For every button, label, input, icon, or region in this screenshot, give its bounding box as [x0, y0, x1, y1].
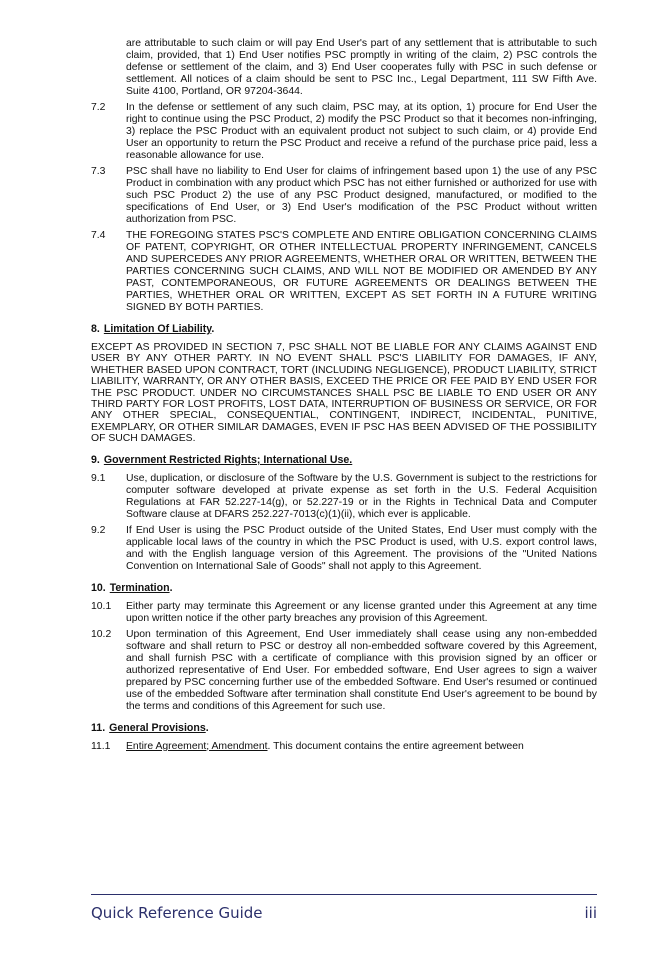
clause-number: 10.2 [91, 628, 112, 640]
clause-7-4 [91, 230, 597, 314]
section-title: General Provisions [109, 721, 206, 734]
section-title: Termination [109, 581, 170, 594]
section-11-heading: 11. General Provisions. [91, 721, 209, 734]
clause-10-2 [91, 629, 597, 713]
clause-text: . This document contains the entire agreement between [267, 740, 524, 752]
section-number: 8. [91, 323, 100, 335]
section-8-heading: 8. Limitation Of Liability. [91, 323, 215, 335]
page-number: iii [584, 904, 597, 922]
clause-7-3 [91, 166, 597, 226]
section-number: 9. [91, 453, 100, 466]
section-8-text: EXCEPT AS PROVIDED IN SECTION 7, PSC SHALL NOT BE LIABLE FOR ANY CLAIMS AGAINST END USER BY ANY OTHER PARTY. IN NO EVENT SHALL PSC'S LIABILITY FOR DAMAGES, IF ANY, WHETHER BASED UPON CONTRACT, TORT (INCLUDING NEGLIGENCE), PRODUCT LIABILITY, STRICT LIABILITY, WARRANTY, OR ANY OTHER BASIS, EXCEED THE PRICE OR FEE PAID BY END USER FOR THE PSC PRODUCT. UNDER NO CIRCUMSTANCES SHALL PSC BE LIABLE TO END USER OR ANY THIRD PARTY FOR LOST PROFITS, LOST DATA, INTERRUPTION OF BUSINESS OR SERVICE, OR FOR ANY OTHER SPECIAL, CONSEQUENTIAL, CONTINGENT, INDIRECT, INCIDENTAL, PUNITIVE, EXEMPLARY, OR OTHER SIMILAR DAMAGES, EVEN IF PSC HAS BEEN ADVISED OF THE POSSIBILITY OF SUCH DAMAGES. [91, 342, 597, 445]
section-10-heading: 10. Termination. [91, 581, 173, 594]
clause-number: 7.2 [91, 102, 106, 113]
clause-text: PSC shall have no liability to End User for claims of infringement based upon 1) the use of any PSC Product in combination with any product which PSC has not either furnished or authorized for use with such PSC Product 2) the use of any PSC Product designed, manufactured, or modified to the specifications of End User, or 3) End User's modification of the PSC Product without written authorization from PSC. [126, 166, 597, 225]
section-9-heading [91, 454, 597, 467]
clause-9-2 [91, 525, 597, 573]
section-title: Government Restricted Rights; International Use. [103, 453, 353, 466]
clause-text: THE FOREGOING STATES PSC'S COMPLETE AND ENTIRE OBLIGATION CONCERNING CLAIMS OF PATENT, COPYRIGHT, OR OTHER INTELLECTUAL PROPERTY INFRINGEMENT, CANCELS AND SUPERCEDES ANY PRIOR AGREEMENTS, WHETHER ORAL OR WRITTEN, BETWEEN THE PARTIES CONCERNING SUCH CLAIMS, AND WILL NOT BE MODIFIED OR AMENDED BY ANY PAST, CONTEMPORANEOUS, OR FUTURE AGREEMENTS OR DEALINGS BETWEEN THE PARTIES, WHETHER ORAL OR WRITTEN, EXCEPT AS SET FORTH IN A FUTURE WRITING SIGNED BY BOTH PARTIES. [126, 230, 597, 313]
footer-title: Quick Reference Guide [91, 904, 263, 922]
section-title: Limitation Of Liability [103, 323, 212, 335]
clause-text: If End User is using the PSC Product outside of the United States, End User must comply with the applicable local laws of the country in which the PSC Product is used, with U.S. export control laws, and with the English language version of this Agreement. The provisions of the "United Nations Convention on International Sale of Goods" shall not apply to this Agreement. [126, 524, 597, 572]
clause-text: Use, duplication, or disclosure of the Software by the U.S. Government is subject to the restrictions for computer software developed at private expense as set forth in the U.S. Federal Acquisition Regulations at FAR 52.227-14(g), or 52.227-19 or in the Rights in Technical Data and Computer Software clause at DFARS 252.227-7013(c)(1)(ii), which ever is applicable. [126, 472, 597, 520]
clause-text: Upon termination of this Agreement, End User immediately shall cease using any non-embedded software and shall return to PSC or destroy all non-embedded software covered by this Agreement, and shall furnish PSC with a certificate of compliance with this provision signed by an officer or authorized representative of End User. For embedded software, End User agrees to sign a waiver prepared by PSC concerning further use of the embedded Software. End User's resumed or continued use of the embedded Software after termination shall constitute End User's agreement to be bound by the terms and conditions of this Agreement for such use. [126, 628, 597, 712]
clause-10-1 [91, 601, 597, 625]
section-number: 10. [91, 581, 106, 594]
footer-rule [91, 894, 597, 895]
section-number: 11. [91, 721, 106, 734]
clause-text: Either party may terminate this Agreement or any license granted under this Agreement at any time upon written notice if the other party breaches any provision of this Agreement. [126, 600, 597, 624]
clause-number: 7.3 [91, 166, 106, 177]
continued-paragraph: are attributable to such claim or will pay End User's part of any settlement that is attributable to such claim, provided, that 1) End User notifies PSC promptly in writing of the claim, 2) PSC controls the defense or settlement of the claim, and 3) End User cooperates fully with PSC in such defense or settlement. All notices of a claim should be sent to PSC Inc., Legal Department, 111 SW Fifth Ave. Suite 4100, Portland, OR 97204-3644. [126, 38, 597, 97]
page-content [91, 38, 597, 757]
clause-text: In the defense or settlement of any such claim, PSC may, at its option, 1) procure for End User the right to continue using the PSC Product, 2) modify the PSC Product so that it becomes non-infringing, 3) replace the PSC Product with an equivalent product not subject to such claim, or 4) provide End User an opportunity to return the PSC Product and receive a refund of the purchase price paid, less a reasonable allowance for use. [126, 102, 597, 161]
clause-number: 7.4 [91, 230, 106, 241]
clause-number: 11.1 [91, 740, 111, 752]
clause-number: 10.1 [91, 600, 112, 612]
clause-subtitle: Entire Agreement; Amendment [126, 740, 268, 752]
clause-number: 9.1 [91, 472, 106, 484]
clause-11-1 [91, 741, 597, 753]
clause-9-1 [91, 473, 597, 521]
clause-number: 9.2 [91, 524, 106, 536]
clause-7-2 [91, 102, 597, 162]
